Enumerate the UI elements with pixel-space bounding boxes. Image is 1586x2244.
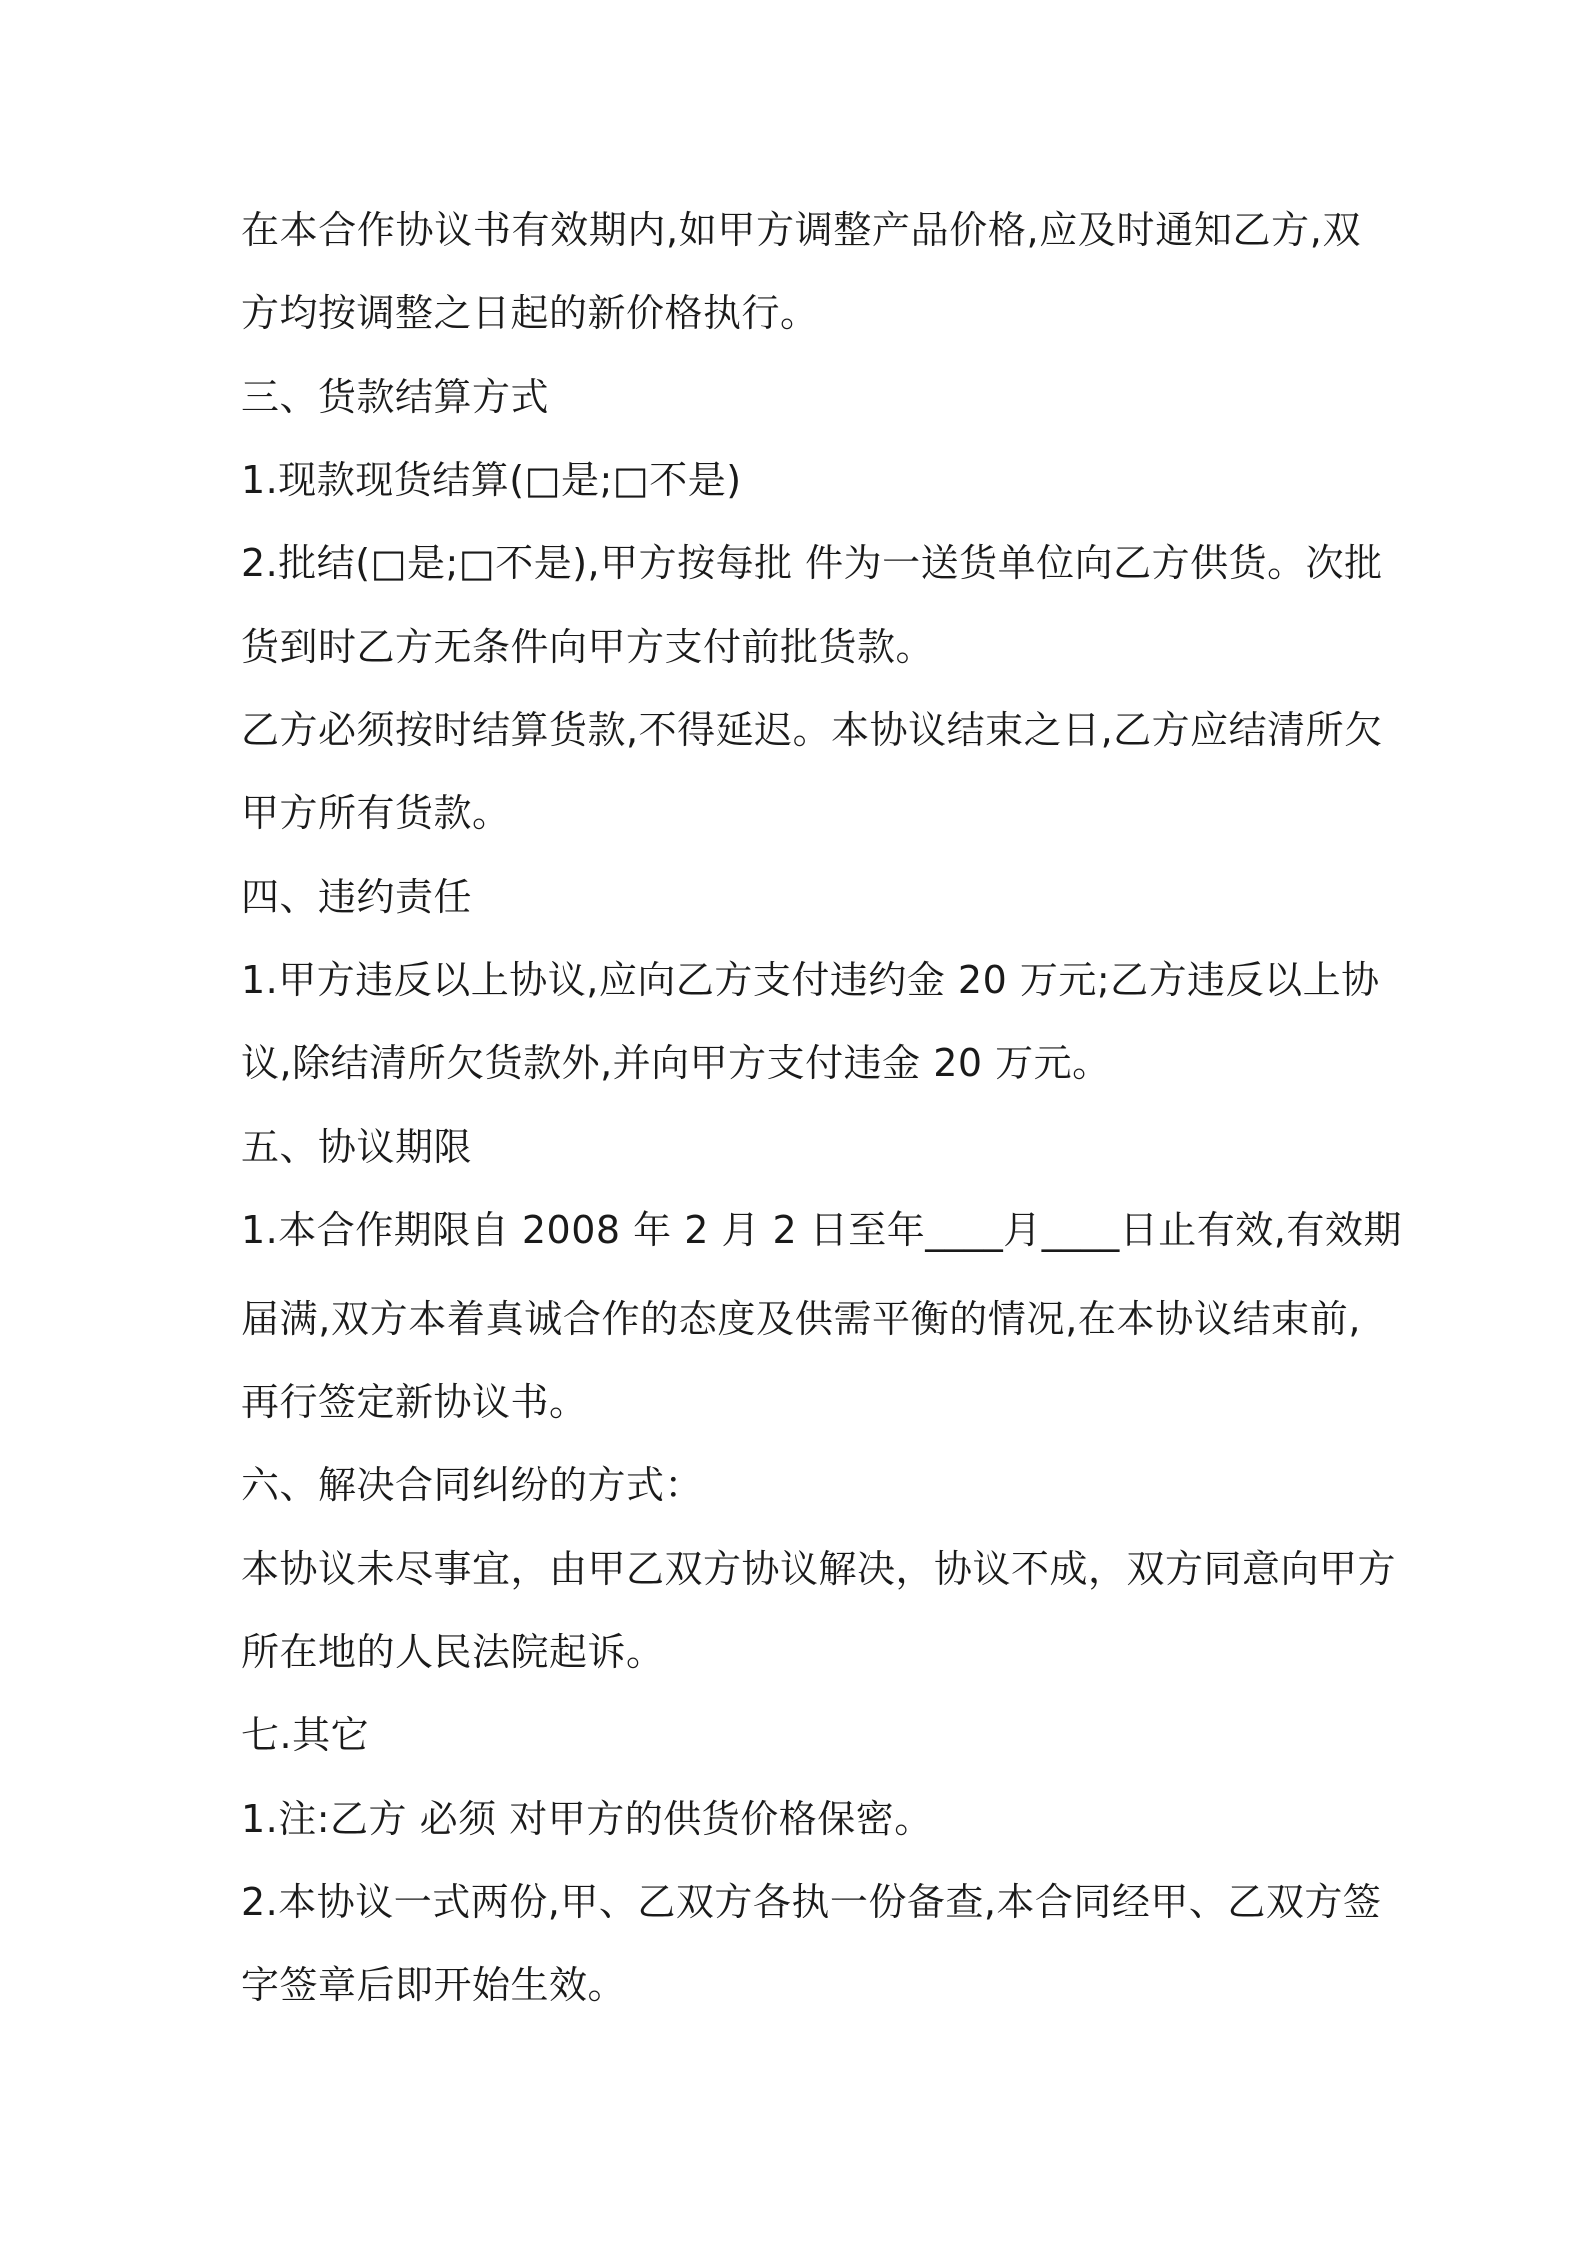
paragraph-line: 方均按调整之日起的新价格执行。 — [241, 291, 819, 335]
paragraph-line: 货到时乙方无条件向甲方支付前批货款。 — [241, 625, 935, 669]
paragraph-line: 议,除结清所欠货款外,并向甲方支付违金 20 万元。 — [241, 1041, 1111, 1085]
section-heading: 四、违约责任 — [241, 875, 473, 919]
paragraph-line: 字签章后即开始生效。 — [241, 1963, 627, 2007]
paragraph-line: 再行签定新协议书。 — [241, 1380, 588, 1424]
paragraph-line: 1.本合作期限自 2008 年 2 月 2 日至年____月____日止有效,有效期 — [241, 1208, 1402, 1252]
paragraph-line: 1.注:乙方 必须 对甲方的供货价格保密。 — [241, 1797, 933, 1841]
paragraph-line: 届满,双方本着真诚合作的态度及供需平衡的情况,在本协议结束前, — [241, 1297, 1361, 1341]
paragraph-line: 所在地的人民法院起诉。 — [241, 1630, 665, 1674]
paragraph-line: 乙方必须按时结算货款,不得延迟。本协议结束之日,乙方应结清所欠 — [241, 708, 1383, 752]
paragraph-line: 1.现款现货结算(□是;□不是) — [241, 458, 742, 502]
paragraph-line: 2.批结(□是;□不是),甲方按每批 件为一送货单位向乙方供货。次批 — [241, 541, 1383, 585]
section-heading: 三、货款结算方式 — [241, 375, 550, 419]
paragraph-line: 甲方所有货款。 — [241, 791, 511, 835]
paragraph-line: 1.甲方违反以上协议,应向乙方支付违约金 20 万元;乙方违反以上协 — [241, 958, 1380, 1002]
paragraph-line: 在本合作协议书有效期内,如甲方调整产品价格,应及时通知乙方,双 — [241, 208, 1361, 252]
section-heading: 六、解决合同纠纷的方式： — [241, 1463, 704, 1507]
section-heading: 七.其它 — [241, 1713, 370, 1757]
section-heading: 五、协议期限 — [241, 1125, 473, 1169]
paragraph-line: 2.本协议一式两份,甲、乙双方各执一份备查,本合同经甲、乙双方签 — [241, 1880, 1382, 1924]
paragraph-line: 本协议未尽事宜，由甲乙双方协议解决，协议不成，双方同意向甲方 — [241, 1547, 1397, 1591]
